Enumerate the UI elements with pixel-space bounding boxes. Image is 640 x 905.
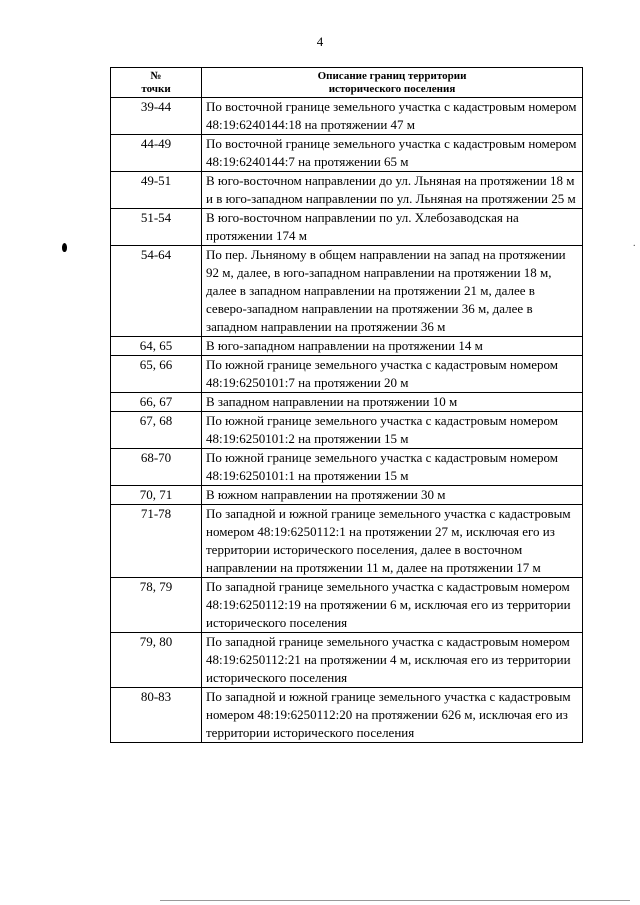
- point-header-line-1: №: [150, 70, 162, 82]
- point-cell: 68-70: [111, 449, 202, 486]
- description-header-line-1: Описание границ территории: [317, 70, 467, 82]
- table-row: [111, 172, 583, 209]
- table-row: [111, 135, 583, 172]
- description-cell: По восточной границе земельного участка с кадастровым номером 48:19:6240144:7 на протяжении 65 м: [202, 135, 583, 172]
- point-cell: 64, 65: [111, 337, 202, 356]
- table-row: [111, 246, 583, 337]
- table-row: [111, 505, 583, 578]
- description-column-header: [202, 68, 583, 98]
- description-cell: По южной границе земельного участка с кадастровым номером 48:19:6250101:1 на протяжении 15 м: [202, 449, 583, 486]
- table-header-row: [111, 68, 583, 98]
- table-row: [111, 98, 583, 135]
- point-header-line-2: точки: [141, 83, 171, 95]
- table-row: [111, 393, 583, 412]
- description-cell: По западной и южной границе земельного участка с кадастровым номером 48:19:6250112:1 на протяжении 27 м, исключая его из территории исторического поселения, далее в восточном направлении на протяжении 11 м, далее на протяжении 17 м: [202, 505, 583, 578]
- table-row: [111, 209, 583, 246]
- description-cell: В западном направлении на протяжении 10 м: [202, 393, 583, 412]
- point-cell: 67, 68: [111, 412, 202, 449]
- scan-edge-mark: .: [633, 238, 636, 249]
- point-cell: 70, 71: [111, 486, 202, 505]
- table-row: [111, 486, 583, 505]
- point-cell: 80-83: [111, 688, 202, 743]
- point-cell: 49-51: [111, 172, 202, 209]
- point-cell: 78, 79: [111, 578, 202, 633]
- table-row: [111, 449, 583, 486]
- table-row: [111, 688, 583, 743]
- description-cell: В юго-восточном направлении по ул. Хлебозаводская на протяжении 174 м: [202, 209, 583, 246]
- table-row: [111, 412, 583, 449]
- boundary-table: [110, 67, 583, 743]
- point-cell: 79, 80: [111, 633, 202, 688]
- scan-bottom-edge-line: [160, 900, 630, 901]
- point-cell: 66, 67: [111, 393, 202, 412]
- point-cell: 39-44: [111, 98, 202, 135]
- margin-bullet-mark: [62, 243, 67, 252]
- table-row: [111, 578, 583, 633]
- table-row: [111, 356, 583, 393]
- description-cell: По западной границе земельного участка с кадастровым номером 48:19:6250112:21 на протяжении 4 м, исключая его из территории исторического поселения: [202, 633, 583, 688]
- point-cell: 51-54: [111, 209, 202, 246]
- point-cell: 65, 66: [111, 356, 202, 393]
- description-cell: В южном направлении на протяжении 30 м: [202, 486, 583, 505]
- table-row: [111, 337, 583, 356]
- point-cell: 44-49: [111, 135, 202, 172]
- point-cell: 71-78: [111, 505, 202, 578]
- description-cell: По южной границе земельного участка с кадастровым номером 48:19:6250101:7 на протяжении 20 м: [202, 356, 583, 393]
- description-cell: В юго-восточном направлении до ул. Льняная на протяжении 18 м и в юго-западном направлении по ул. Льняная на протяжении 25 м: [202, 172, 583, 209]
- description-cell: По пер. Льняному в общем направлении на запад на протяжении 92 м, далее, в юго-западном направлении на протяжении 18 м, далее в западном направлении на протяжении 21 м, далее в северо-западном направлении на протяжении 36 м, далее в западном направлении на протяжении 36 м: [202, 246, 583, 337]
- description-cell: По восточной границе земельного участка с кадастровым номером 48:19:6240144:18 на протяжении 47 м: [202, 98, 583, 135]
- description-header-line-2: исторического поселения: [328, 83, 456, 95]
- point-column-header: [111, 68, 202, 98]
- description-cell: По южной границе земельного участка с кадастровым номером 48:19:6250101:2 на протяжении 15 м: [202, 412, 583, 449]
- page-number: 4: [316, 34, 324, 49]
- description-cell: В юго-западном направлении на протяжении 14 м: [202, 337, 583, 356]
- description-cell: По западной границе земельного участка с кадастровым номером 48:19:6250112:19 на протяжении 6 м, исключая его из территории исторического поселения: [202, 578, 583, 633]
- table-row: [111, 633, 583, 688]
- description-cell: По западной и южной границе земельного участка с кадастровым номером 48:19:6250112:20 на протяжении 626 м, исключая его из территории исторического поселения: [202, 688, 583, 743]
- point-cell: 54-64: [111, 246, 202, 337]
